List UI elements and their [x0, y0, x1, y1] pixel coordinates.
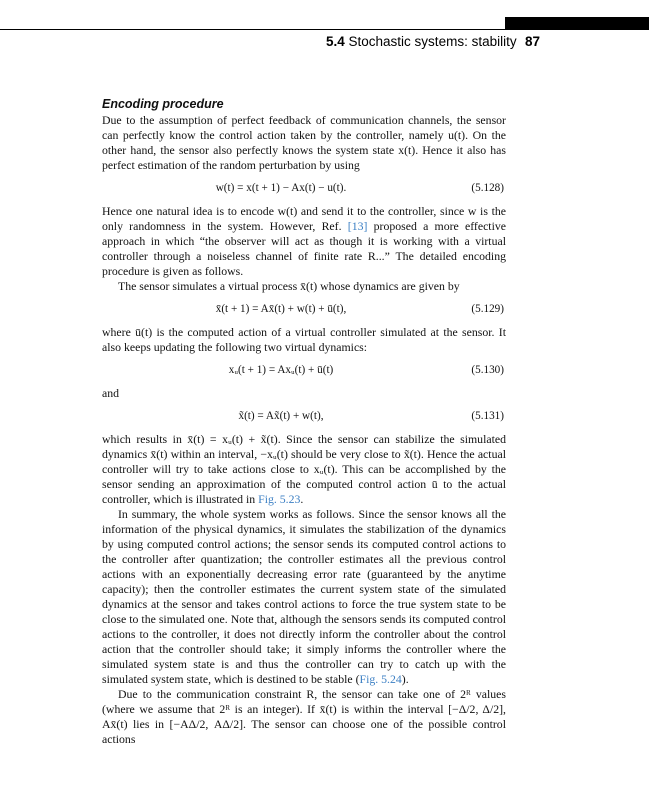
paragraph-text: In summary, the whole system works as follows. Since the sensor knows all the information of the physical dynamics, it simulates the stabilization of the dynamics by using computed control actions; the sensor sends its computed control actions to the controller after quantization; the controller estimates all the previous control actions with an exponentially decreasing error rate (guaranteed by the anytime capacity); then the controller estimates the current system state of the simulated dynamics at the sensor and takes control actions to force the true system state to be close to the simulated one. Note that, although the sensors sends its computed control actions to the controller, it does not directly inform the controller about the control action that the controller should take; it simply informs the controller where the simulated system state is and thus the controller can try to catch up with the simulated system state, which is destined to be stable (	[102, 507, 506, 686]
section-title	[326, 34, 517, 49]
header-rule	[0, 29, 649, 30]
paragraph-4: where ū(t) is the computed action of a virtual controller simulated at the sensor. It also keeps updating the following two virtual dynamics:	[102, 325, 506, 354]
subsection-heading: Encoding procedure	[102, 97, 224, 111]
section-number: 5.4	[326, 34, 345, 49]
equation-body: x̃(t) = Ax̃(t) + w(t),	[238, 410, 324, 422]
equation-number: (5.128)	[471, 182, 504, 194]
reference-link[interactable]: [13]	[347, 219, 368, 233]
paragraph-6	[102, 432, 506, 507]
paragraph-5: and	[102, 386, 120, 400]
paragraph-text: which results in x̄(t) = xᵤ(t) + x̃(t). Since the sensor can stabilize the simulated dynamics x̄(t) within an interval, −xᵤ(t) should be very close to x̃(t). Hence the actual controller will try to take actions close to xᵤ(t). This can be accomplished by the sensor sending an approximation of the computed control action ū to the actual controller, which is illustrated in	[102, 432, 506, 506]
equation-body: x̄(t + 1) = Ax̄(t) + w(t) + ū(t),	[215, 303, 347, 315]
paragraph-3: The sensor simulates a virtual process x̄(t) whose dynamics are given by	[118, 279, 460, 293]
paragraph-text: .	[300, 492, 304, 506]
figure-link[interactable]: Fig. 5.24	[359, 672, 402, 686]
paragraph-7	[102, 507, 506, 687]
paragraph-text: proposed a more effective approach in which “the observer will act as though it is working with a virtual controller through a noiseless channel of finite rate R...” The detailed encoding procedure is given as follows.	[102, 219, 506, 278]
equation-5-129	[102, 302, 506, 317]
header-bar	[505, 17, 649, 29]
equation-5-128	[102, 181, 506, 196]
page-body	[102, 96, 506, 747]
equation-5-130	[102, 363, 506, 378]
paragraph-text: ).	[401, 672, 409, 686]
figure-link[interactable]: Fig. 5.23	[258, 492, 301, 506]
page-number: 87	[525, 34, 541, 49]
paragraph-text: Hence one natural idea is to encode w(t) and send it to the controller, since w is the only randomness in the system. However, Ref.	[102, 204, 506, 233]
equation-body: w(t) = x(t + 1) − Ax(t) − u(t).	[215, 182, 347, 194]
paragraph-2	[102, 204, 506, 279]
equation-5-131	[102, 409, 506, 424]
equation-number: (5.131)	[471, 410, 504, 422]
equation-number: (5.130)	[471, 364, 504, 376]
paragraph-1: Due to the assumption of perfect feedback of communication channels, the sensor can perfectly know the control action taken by the controller, namely u(t). On the other hand, the sensor also perfectly knows the system state x(t). Hence it also has perfect estimation of the random perturbation by using	[102, 113, 506, 172]
equation-number: (5.129)	[471, 303, 504, 315]
running-header	[0, 34, 649, 52]
equation-body: xᵤ(t + 1) = Axᵤ(t) + ū(t)	[228, 364, 334, 376]
paragraph-8: Due to the communication constraint R, the sensor can take one of 2ᴿ values (where we assume that 2ᴿ is an integer). If x̄(t) is within the interval [−Δ/2, Δ/2], Ax̄(t) lies in [−AΔ/2, AΔ/2]. The sensor can choose one of the possible control actions	[102, 687, 506, 746]
section-name: Stochastic systems: stability	[344, 34, 517, 49]
